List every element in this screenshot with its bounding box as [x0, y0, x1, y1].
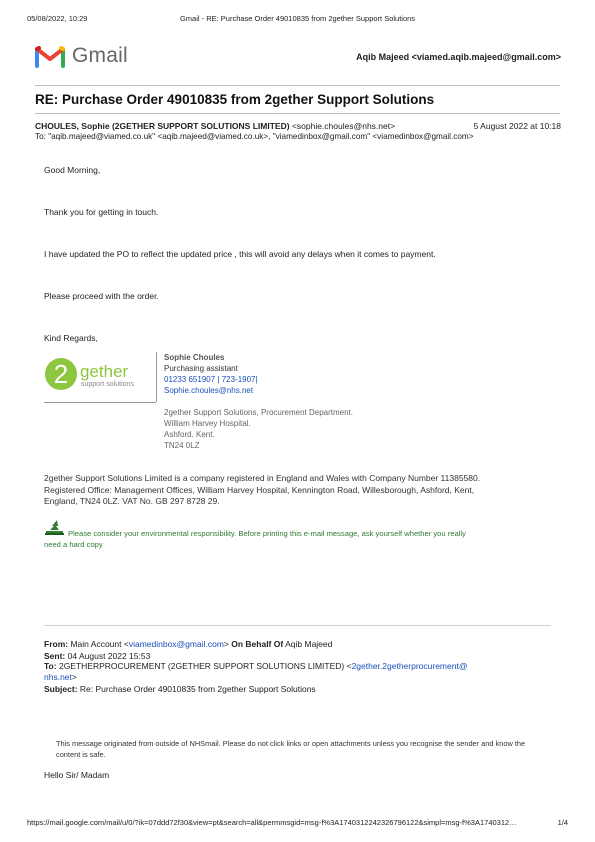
body-paragraph-2: I have updated the PO to reflect the updated price , this will avoid any delays when it comes to payment.: [44, 249, 436, 259]
quoted-to-email-link-cont[interactable]: nhs.net: [44, 672, 72, 682]
print-url: https://mail.google.com/mail/u/0/?ik=07ddd72f30&view=pt&search=all&permmsgid=msg-f%3A1740312242326796122&simpl=msg-f%3A1740312…: [27, 818, 517, 827]
sender-line: [35, 121, 561, 131]
quoted-sent: Sent: 04 August 2022 15:53: [44, 651, 151, 661]
quoted-from: From: Main Account <viamedinbox@gmail.com> On Behalf Of Aqib Majeed: [44, 639, 333, 649]
sender-address: <sophie.choules@nhs.net>: [291, 121, 396, 131]
print-title: Gmail - RE: Purchase Order 49010835 from 2gether Support Solutions: [179, 14, 416, 23]
logo-word: gether: [80, 362, 129, 381]
signature-address-line: 2gether Support Solutions, Procurement Department.: [164, 408, 353, 417]
signature-name: Sophie Choules: [164, 353, 225, 362]
sender-name: CHOULES, Sophie (2GETHER SUPPORT SOLUTIONS LIMITED): [35, 121, 290, 131]
signature-divider-horizontal: [44, 402, 156, 403]
gmail-wordmark: Gmail: [72, 44, 128, 67]
quote-divider: [44, 625, 551, 626]
quoted-from-email-link[interactable]: viamedinbox@gmail.com: [128, 639, 224, 649]
quoted-to: To: 2GETHERPROCUREMENT (2GETHER SUPPORT SOLUTIONS LIMITED) <2gether.2getherprocurement@: [44, 661, 468, 671]
account-identity: Aqib Majeed <viamed.aqib.majeed@gmail.com>: [356, 52, 561, 62]
email-date: 5 August 2022 at 10:18: [473, 121, 561, 131]
nhs-external-notice: This message originated from outside of NHSmail. Please do not click links or open attachments unless you recognise the sender and know the content is safe.: [56, 739, 526, 759]
recipients-line: To: "aqib.majeed@viamed.co.uk" <aqib.majeed@viamed.co.uk>, "viamedinbox@gmail.com" <viamedinbox@gmail.com>: [35, 132, 474, 141]
subject-divider: [35, 113, 560, 114]
header-divider: [35, 85, 560, 86]
signature-address-line: TN24 0LZ: [164, 441, 200, 450]
body-paragraph-3: Please proceed with the order.: [44, 291, 159, 301]
body-paragraph-1: Thank you for getting in touch.: [44, 207, 159, 217]
signature-role: Purchasing assistant: [164, 364, 238, 373]
print-datetime: 05/08/2022, 10:29: [27, 14, 88, 23]
signature-phone[interactable]: 01233 651907 | 723-1907|: [164, 375, 258, 384]
quoted-to-continued: nhs.net>: [44, 672, 77, 682]
logo-tagline: support solutions: [81, 381, 134, 388]
quoted-to-email-link[interactable]: 2gether.2getherprocurement@: [351, 661, 468, 671]
logo-number: 2: [53, 359, 69, 389]
salutation: Hello Sir/ Madam: [44, 770, 110, 780]
print-page-number: 1/4: [557, 818, 568, 827]
signature-email-link[interactable]: Sophie.choules@nhs.net: [164, 386, 254, 395]
signature-address-line: Ashford. Kent.: [164, 430, 215, 439]
environment-notice: Please consider your environmental responsibility. Before printing this e-mail message, ask yourself whether you really need a hard copy: [44, 529, 466, 549]
2gether-logo: [44, 352, 156, 402]
gmail-logo-icon: [35, 44, 65, 68]
signature-address-line: William Harvey Hospital.: [164, 419, 251, 428]
greeting: Good Morning,: [44, 165, 101, 175]
legal-notice: 2gether Support Solutions Limited is a company registered in England and Wales with Company Number 11385580. Registered Office: Management Offices, William Harvey Hospital, Kennington Road, Willesborough, Ashford, Kent, England, TN24 0LZ. VAT No. GB 297 8728 29.: [44, 473, 481, 506]
email-subject: RE: Purchase Order 49010835 from 2gether Support Solutions: [35, 92, 435, 107]
closing: Kind Regards,: [44, 333, 98, 343]
quoted-subject: Subject: Re: Purchase Order 49010835 from 2gether Support Solutions: [44, 684, 316, 694]
signature-divider-vertical: [156, 352, 157, 402]
